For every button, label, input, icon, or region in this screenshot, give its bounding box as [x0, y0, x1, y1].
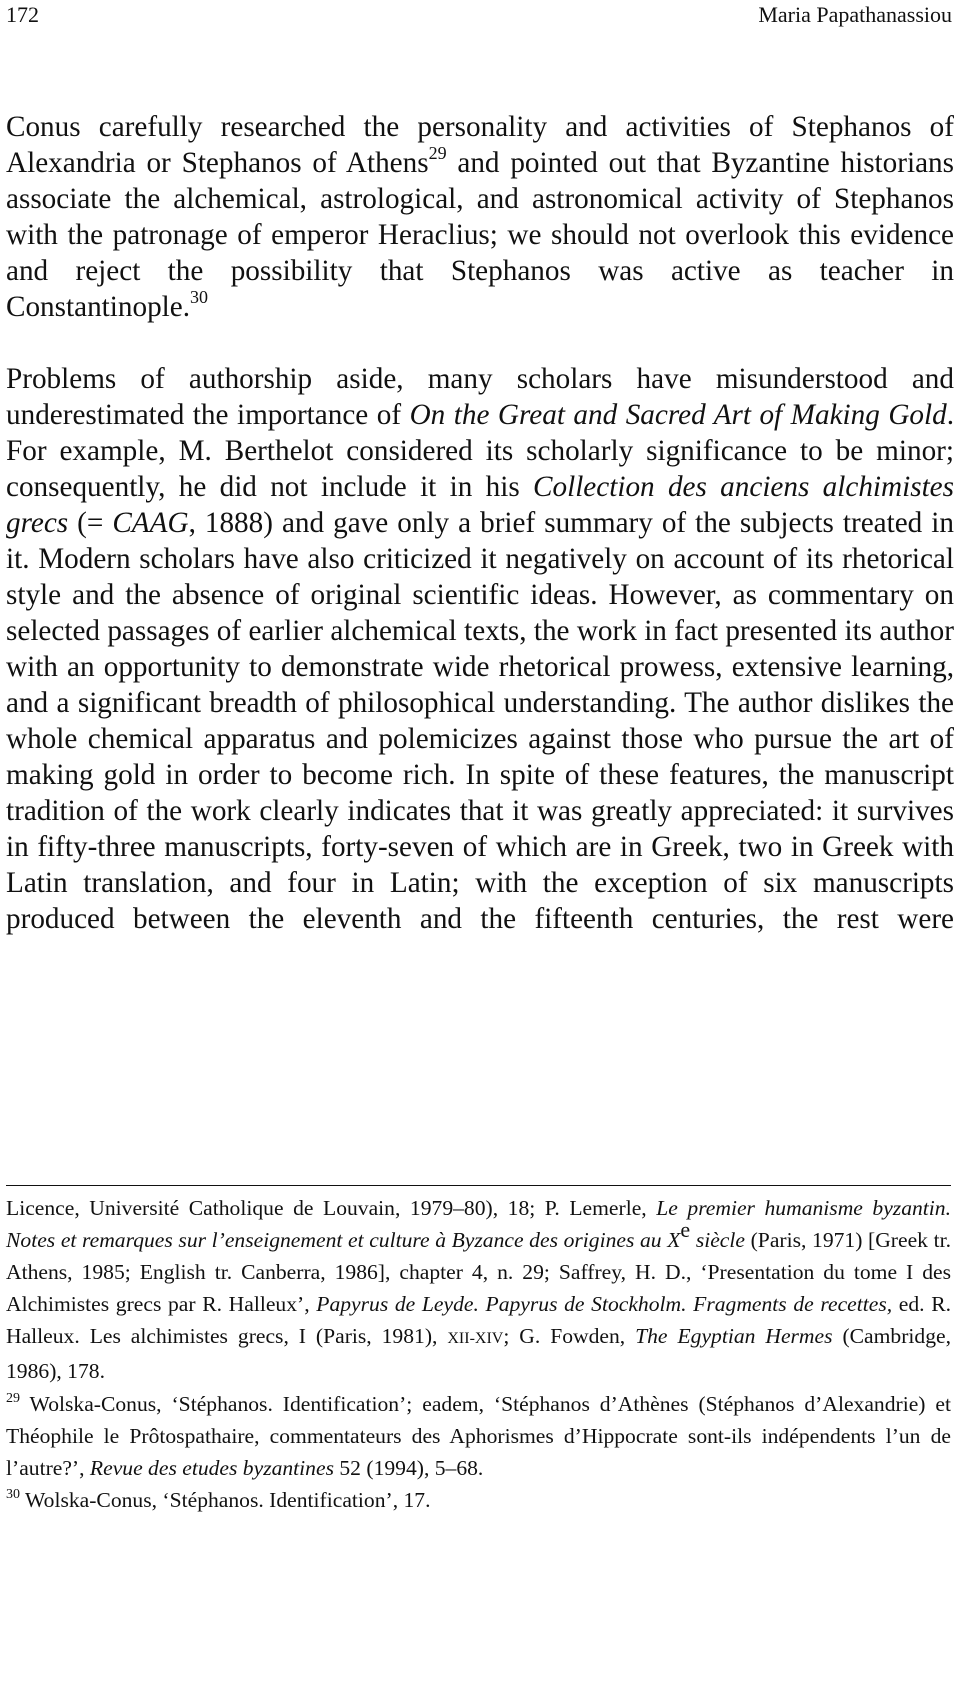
footnote-29 [6, 1388, 951, 1484]
paragraph-2-text-1: Problems of authorship aside, many scholars have misunderstood and underestimated the importance of [6, 363, 954, 431]
paragraph-2-text-2: . For example, M. Berthelot considered its scholarly significance to be minor; consequently, he did not include it in his [6, 399, 954, 503]
paragraph-1-text-b: and pointed out that Byzantine historians associate the alchemical, astrological, and astronomical activity of Stephanos with the patronage of emperor Heraclius; we should not overlook this evidence and reject the possibility that Stephanos was active as teacher in Constantinople. [6, 147, 954, 323]
footnote-29-number: 29 [6, 1390, 20, 1406]
fn-cont-title-3: Papyrus de Leyde. Papyrus de Stockholm. Fragments de recettes, [316, 1292, 893, 1317]
footnote-continued [6, 1192, 951, 1388]
fn-cont-text-1: Licence, Université Catholique de Louvain, 1979–80), 18; P. Lemerle, [6, 1196, 657, 1220]
page-header [6, 2, 954, 38]
footnote-29-journal: Revue des etudes byzantines [89, 1455, 334, 1480]
footnote-29-text-1: Wolska-Conus, ‘Stéphanos. Identification’; eadem, ‘Stéphanos d’Athènes (Stéphanos d’Alexandrie) et Théophile le Prôtospathaire, commentateurs des Aphorismes d’Hippocrate sont-ils indépendents l’un de l’autre?’, [6, 1391, 951, 1480]
fn-cont-title-2: siècle [690, 1228, 745, 1253]
paragraph-2-text-4: , 1888) and gave only a brief summary of the subjects treated in it. Modern scholars have also criticized it negatively on account of its rhetorical style and the absence of original scientific ideas. However, as commentary on selected passages of earlier alchemical texts, the work in fact presented its author with an opportunity to demonstrate wide rhetorical prowess, extensive learning, and a significant breadth of philosophical understanding. The author dislikes the whole chemical apparatus and polemicizes against those who pursue the art of making gold in order to become rich. In spite of these features, the manuscript tradition of the work clearly indicates that it was greatly appreciated: it survives in fifty-three manuscripts, forty-seven of which are in Greek, two in Greek with Latin translation, and four in Latin; with the exception of six manuscripts produced between the eleventh and the fifteenth centuries, the rest were [6, 507, 954, 935]
fn-cont-text-5: (Cambridge, 1986), 178. [6, 1324, 951, 1384]
running-head: Maria Papathanassiou [758, 2, 952, 27]
footnote-ref-29[interactable]: 29 [428, 143, 447, 163]
fn-cont-text-4: ; G. Fowden, [503, 1324, 636, 1349]
paragraph-2-text-3: (= [68, 507, 113, 539]
footnote-30 [6, 1484, 951, 1516]
fn-cont-text-2: (Paris, 1971) [Greek tr. Athens, 1985; English tr. Canberra, 1986], chapter 4, n. 29; Saffrey, H. D., ‘Presentation du tome I des Alchimistes grecs par R. Halleux’, [6, 1228, 951, 1317]
fn-cont-title-1: Le premier humanisme byzantin. Notes et remarques sur l’enseignement et culture à Byzance des origines au X [6, 1196, 952, 1253]
paragraph-1 [6, 109, 954, 325]
page-number: 172 [6, 2, 39, 27]
footnote-29-text-2: 52 (1994), 5–68. [333, 1455, 484, 1480]
work-abbrev-caag: CAAG [112, 507, 189, 539]
footnote-30-number: 30 [6, 1486, 20, 1502]
footnote-ref-30[interactable]: 30 [190, 287, 209, 307]
footnotes [6, 1192, 951, 1516]
fn-cont-text-3: ed. R. Halleux. Les alchimistes grecs, I (Paris, 1981), [6, 1292, 951, 1349]
fn-cont-roman-range: XII-XIV [447, 1330, 504, 1348]
paragraph-1-text-a: Conus carefully researched the personality and activities of Stephanos of Alexandria or Stephanos of Athens [6, 111, 954, 179]
main-text [6, 109, 954, 937]
fn-cont-superscript-e: e [680, 1217, 691, 1243]
footnote-30-text: Wolska-Conus, ‘Stéphanos. Identification’, 17. [20, 1487, 431, 1512]
paragraph-2 [6, 361, 954, 937]
work-title-collection: Collection des anciens alchimistes grecs [6, 471, 954, 539]
footnote-separator [6, 1185, 951, 1186]
work-title-great-sacred-art: On the Great and Sacred Art of Making Gold [409, 399, 947, 431]
fn-cont-title-4: The Egyptian Hermes [635, 1324, 833, 1349]
